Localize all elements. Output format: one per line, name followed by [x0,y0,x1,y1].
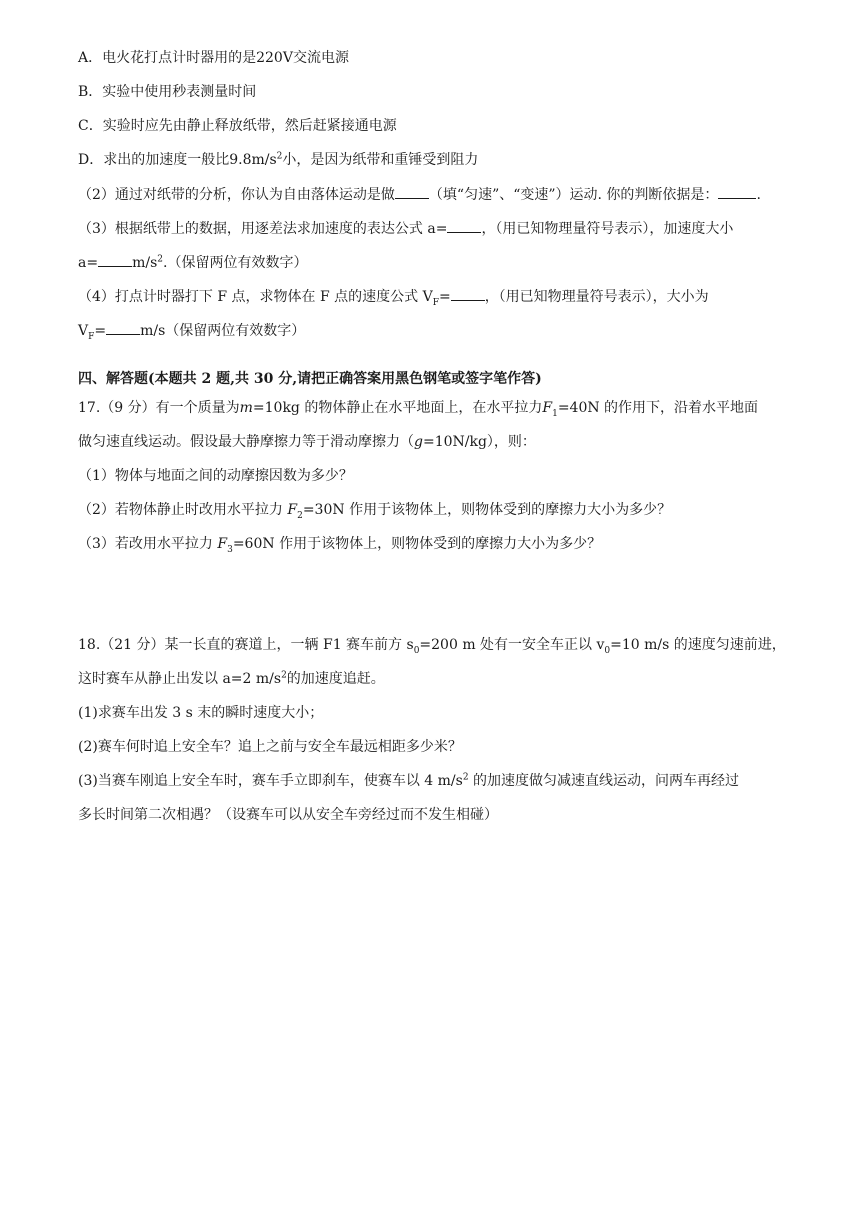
q16-option-b: B．实验中使用秒表测量时间 [78,84,257,100]
q16-part-4-line2: $V_F= m/s$（保留两位有效数字） [78,323,306,342]
answer-blank [451,287,485,301]
q18-sub-1: (1)求赛车出发 3 s 末的瞬时速度大小； [78,705,324,721]
q17-sub-2: （2）若物体静止时改用水平拉力 $F_2=30N$ 作用于该物体上，则物体受到的摩擦力大小为多少？ [78,502,672,521]
q17-sub-1: （1）物体与地面之间的动摩擦因数为多少？ [78,468,353,484]
answer-blank [718,185,756,199]
q16-part-2: （2）通过对纸带的分析，你认为自由落体运动是做 （填“匀速”、“变速”）运动. 你的判断依据是： . [78,187,761,203]
q16-part-3-line1: （3）根据纸带上的数据，用逐差法求加速度的表达公式 a= ，（用已知物理量符号表示），加速度大小 [78,221,734,237]
q17-sub-3: （3）若改用水平拉力 $F_3=60N$ 作用于该物体上，则物体受到的摩擦力大小为多少？ [78,536,602,555]
q18-stem-line1: 18.（21 分）某一长直的赛道上，一辆 F1 赛车前方 $s_0=200$ m 处有一安全车正以 $v_0=10$ m/s 的速度匀速前进， [78,637,786,656]
q17-stem-line1: 17.（9 分）有一个质量为m=10kg 的物体静止在水平地面上，在水平拉力$F_1=40N$ 的作用下，沿着水平地面 [78,400,759,419]
q17-stem-line2: 做匀速直线运动。假设最大静摩擦力等于滑动摩擦力（g=10N/kg），则： [78,434,536,450]
q18-sub-3-line2: 多长时间第二次相遇？（设赛车可以从安全车旁经过而不发生相碰） [78,807,498,823]
q16-option-c: C．实验时应先由静止释放纸带，然后赶紧接通电源 [78,118,397,134]
q16-part-3-line2: $a= m/s^2$.（保留两位有效数字） [78,254,308,271]
answer-blank [447,219,481,233]
q18-sub-2: (2)赛车何时追上安全车？追上之前与安全车最远相距多少米？ [78,739,462,755]
answer-blank [395,185,429,199]
q16-option-a: A．电火花打点计时器用的是220V交流电源 [78,50,349,66]
q16-part-4-line1: （4）打点计时器打下 F 点，求物体在 F 点的速度公式 $V_F=$ ，（用已知物理量符号表示），大小为 [78,289,709,308]
q18-sub-3-line1: (3)当赛车刚追上安全车时，赛车手立即刹车，使赛车以 4 $m/s^2$ 的加速度做匀减速直线运动，问两车再经过 [78,772,740,789]
answer-blank [98,253,132,267]
q18-stem-line2: 这时赛车从静止出发以 a=2 $m/s^2$的加速度追赶。 [78,670,385,687]
answer-blank [106,321,140,335]
q16-option-d: D．求出的加速度一般比$9.8m/s^2$小，是因为纸带和重锤受到阻力 [78,151,479,168]
section-4-heading: 四、解答题(本题共 2 题,共 30 分,请把正确答案用黑色钢笔或签字笔作答) [78,371,542,387]
